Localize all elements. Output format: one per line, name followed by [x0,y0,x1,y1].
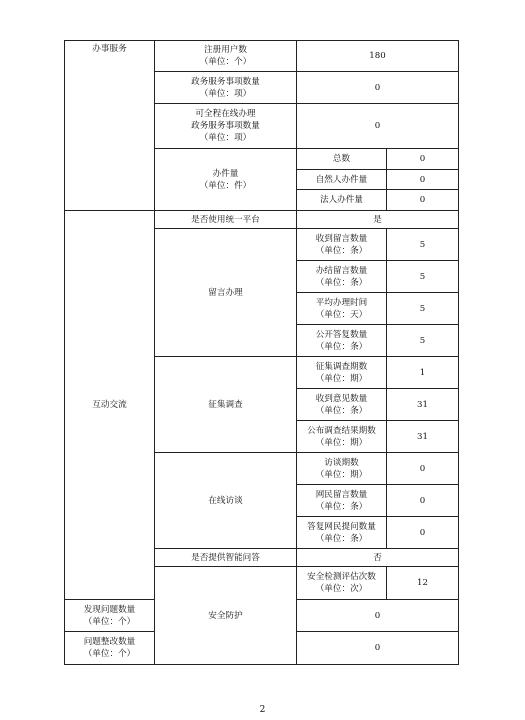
category-interaction: 互动交流 [65,211,155,600]
value-issues-fixed: 0 [297,632,459,665]
value-issues-found: 0 [297,600,459,632]
value-messages-received: 5 [387,229,459,261]
value-interview-messages: 0 [387,485,459,517]
value-registered-users: 180 [297,41,459,72]
value-messages-avg-time: 5 [387,293,459,325]
sub-item-volume-natural: 自然人办件量 [297,170,387,190]
item-interview: 在线访谈 [155,453,297,549]
value-interview-periods: 0 [387,453,459,485]
item-issues-fixed: 问题整改数量 （单位：个） [65,632,155,665]
sub-item-interview-periods: 访谈期数 （单位：期） [297,453,387,485]
item-unified-platform: 是否使用统一平台 [155,211,297,229]
value-service-items: 0 [297,72,459,104]
statistics-table [64,40,459,665]
item-registered-users: 注册用户数 （单位：个） [155,41,297,72]
category-service: 办事服务 [65,41,155,211]
sub-item-interview-messages: 网民留言数量 （单位：条） [297,485,387,517]
item-messages: 留言办理 [155,229,297,357]
sub-item-messages-closed: 办结留言数量 （单位：条） [297,261,387,293]
value-volume-legal: 0 [387,190,459,211]
row-registered-users [65,41,459,72]
sub-item-volume-total: 总数 [297,149,387,170]
item-issues-found: 发现问题数量 （单位：个） [65,600,155,632]
sub-item-interview-replies: 答复网民提问数量 （单位：条） [297,517,387,549]
value-volume-total: 0 [387,149,459,170]
value-survey-opinions: 31 [387,389,459,421]
value-online-items: 0 [297,104,459,149]
item-smart-qa: 是否提供智能问答 [155,549,297,567]
row-unified-platform [65,211,459,229]
value-messages-closed: 5 [387,261,459,293]
sub-item-survey-opinions: 收到意见数量 （单位：条） [297,389,387,421]
sub-item-survey-periods: 征集调查期数 （单位：期） [297,357,387,389]
value-security-checks: 12 [387,567,459,600]
sub-item-survey-results: 公布调查结果期数 （单位：期） [297,421,387,453]
value-unified-platform: 是 [297,211,459,229]
item-online-items: 可全程在线办理 政务服务事项数量 （单位：项） [155,104,297,149]
value-interview-replies: 0 [387,517,459,549]
item-service-items: 政务服务事项数量 （单位：项） [155,72,297,104]
value-messages-public-replies: 5 [387,325,459,357]
value-smart-qa: 否 [297,549,459,567]
value-survey-results: 31 [387,421,459,453]
sub-item-messages-received: 收到留言数量 （单位：条） [297,229,387,261]
page-number: 2 [259,705,266,715]
sub-item-volume-legal: 法人办件量 [297,190,387,211]
value-survey-periods: 1 [387,357,459,389]
sub-item-messages-avg-time: 平均办理时间 （单位：天） [297,293,387,325]
item-security-checks: 安全检测评估次数 （单位：次） [297,567,387,600]
sub-item-messages-public-replies: 公开答复数量 （单位：条） [297,325,387,357]
item-survey: 征集调查 [155,357,297,453]
value-volume-natural: 0 [387,170,459,190]
category-security: 安全防护 [155,567,297,665]
item-volume: 办件量 （单位：件） [155,149,297,211]
